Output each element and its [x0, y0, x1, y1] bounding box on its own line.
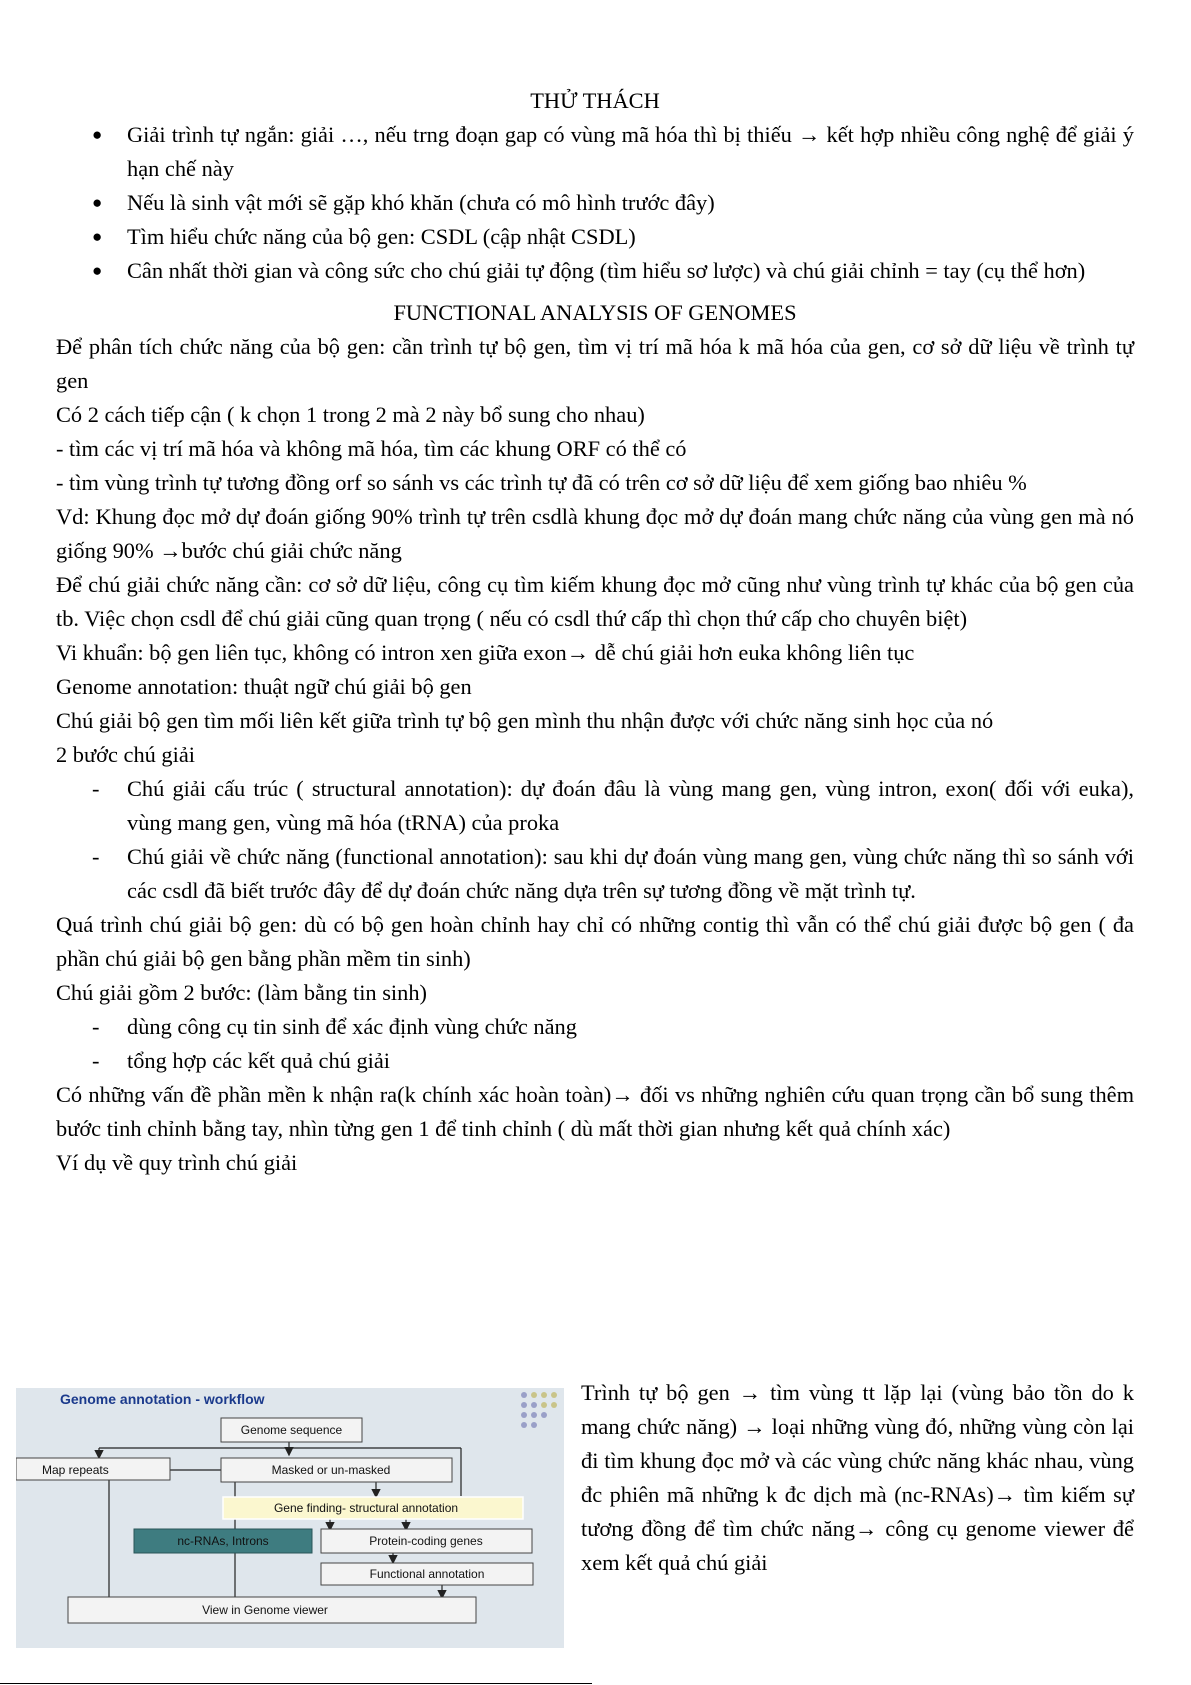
workflow-diagram: [16, 1388, 564, 1648]
paragraph: Có những vấn đề phần mền k nhận ra(k chính xác hoàn toàn)→ đối vs những nghiên cứu quan trọng cần bổ sung thêm bước tinh chỉnh bằng tay, nhìn từng gen 1 để tinh chỉnh ( dù mất thời gian nhưng kết quả chính xác): [56, 1082, 1134, 1141]
list-item: ● Giải trình tự ngắn: giải …, nếu trng đoạn gap có vùng mã hóa thì bị thiếu → kết hợp nhiều công nghệ để giải ý hạn chế này: [56, 118, 1134, 186]
paragraph: Quá trình chú giải bộ gen: dù có bộ gen hoàn chỉnh hay chỉ có những contig thì vẫn có thể chú giải được bộ gen ( đa phần chú giải bộ gen bằng phần mềm tin sinh): [56, 912, 1134, 971]
list-item: ● Cân nhất thời gian và công sức cho chú giải tự động (tìm hiểu sơ lược) và chú giải chỉnh = tay (cụ thể hơn): [56, 254, 1134, 288]
genome-viewer-box: View in Genome viewer: [202, 1603, 328, 1617]
functional-title: FUNCTIONAL ANALYSIS OF GENOMES: [393, 300, 797, 325]
paragraph: - tìm vùng trình tự tương đồng orf so sánh vs các trình tự đã có trên cơ sở dữ liệu để xem giống bao nhiêu %: [56, 470, 1027, 495]
functional-annotation-box: Functional annotation: [369, 1567, 485, 1581]
protein-coding-box: Protein-coding genes: [369, 1534, 483, 1548]
divider: [0, 1683, 592, 1684]
paragraph: Chú giải gồm 2 bước: (làm bằng tin sinh): [56, 980, 427, 1005]
paragraph: Vd: Khung đọc mở dự đoán giống 90% trình tự trên csdlà khung đọc mở dự đoán mang chức năng của vùng gen mà nó giống 90% →bước chú giải chức năng: [56, 504, 1134, 563]
workflow-title: Genome annotation - workflow: [60, 1391, 265, 1407]
paragraph: Genome annotation: thuật ngữ chú giải bộ gen: [56, 674, 472, 699]
paragraph: Vi khuẩn: bộ gen liên tục, không có intron xen giữa exon→ dễ chú giải hơn euka không liên tục: [56, 640, 915, 665]
map-repeats-box: Map repeats: [42, 1463, 109, 1477]
paragraph: - tìm các vị trí mã hóa và không mã hóa, tìm các khung ORF có thể có: [56, 436, 687, 461]
ncrnas-box: nc-RNAs, Introns: [177, 1534, 269, 1548]
list-item: - tổng hợp các kết quả chú giải: [56, 1044, 1134, 1078]
masked-box: Masked or un-masked: [271, 1463, 391, 1477]
annotation-steps-2: [56, 1010, 1134, 1078]
paragraph: Chú giải bộ gen tìm mối liên kết giữa trình tự bộ gen mình thu nhận được với chức năng sinh học của nó: [56, 708, 994, 733]
paragraph: Để phân tích chức năng của bộ gen: cần trình tự bộ gen, tìm vị trí mã hóa k mã hóa của gen, cơ sở dữ liệu về trình tự gen: [56, 334, 1134, 393]
gene-finding-box: Gene finding- structural annotation: [273, 1501, 459, 1515]
main-content: [56, 84, 1134, 1180]
list-item: - Chú giải cấu trúc ( structural annotation): dự đoán đâu là vùng mang gen, vùng intron, exon( đối với euka), vùng mang gen, vùng mã hóa (tRNA) của proka: [56, 772, 1134, 840]
paragraph: Ví dụ về quy trình chú giải: [56, 1150, 298, 1175]
challenges-list: [56, 118, 1134, 288]
paragraph: 2 bước chú giải: [56, 742, 196, 767]
genome-sequence-box: Genome sequence: [240, 1423, 343, 1437]
paragraph: Để chú giải chức năng cần: cơ sở dữ liệu, công cụ tìm kiếm khung đọc mở cũng như vùng trình tự khác của bộ gen của tb. Việc chọn csdl để chú giải cũng quan trọng ( nếu có csdl thứ cấp thì chọn thứ cấp cho chuyên biệt): [56, 572, 1134, 631]
annotation-steps: [56, 772, 1134, 908]
list-item: ● Tìm hiểu chức năng của bộ gen: CSDL (cập nhật CSDL): [56, 220, 1134, 254]
workflow-description: Trình tự bộ gen → tìm vùng tt lặp lại (vùng bảo tồn do k mang chức năng) → loại những vùng đó, những vùng còn lại đi tìm khung đọc mở và các vùng chức năng khác nhau, vùng đc phiên mã những k đc dịch mà (nc-RNAs)→ tìm kiếm sự tương đồng để tìm chức năng→ công cụ genome viewer để xem kết quả chú giải: [581, 1380, 1134, 1575]
list-item: ● Nếu là sinh vật mới sẽ gặp khó khăn (chưa có mô hình trước đây): [56, 186, 1134, 220]
list-item: - Chú giải về chức năng (functional annotation): sau khi dự đoán vùng mang gen, vùng chức năng thì so sánh với các csdl đã biết trước đây để dự đoán chức năng dựa trên sự tương đồng về mặt trình tự.: [56, 840, 1134, 908]
list-item: - dùng công cụ tin sinh để xác định vùng chức năng: [56, 1010, 1134, 1044]
dot-grid-icon: [521, 1392, 557, 1428]
challenges-title: THỬ THÁCH: [530, 88, 660, 113]
paragraph: Có 2 cách tiếp cận ( k chọn 1 trong 2 mà 2 này bổ sung cho nhau): [56, 402, 645, 427]
